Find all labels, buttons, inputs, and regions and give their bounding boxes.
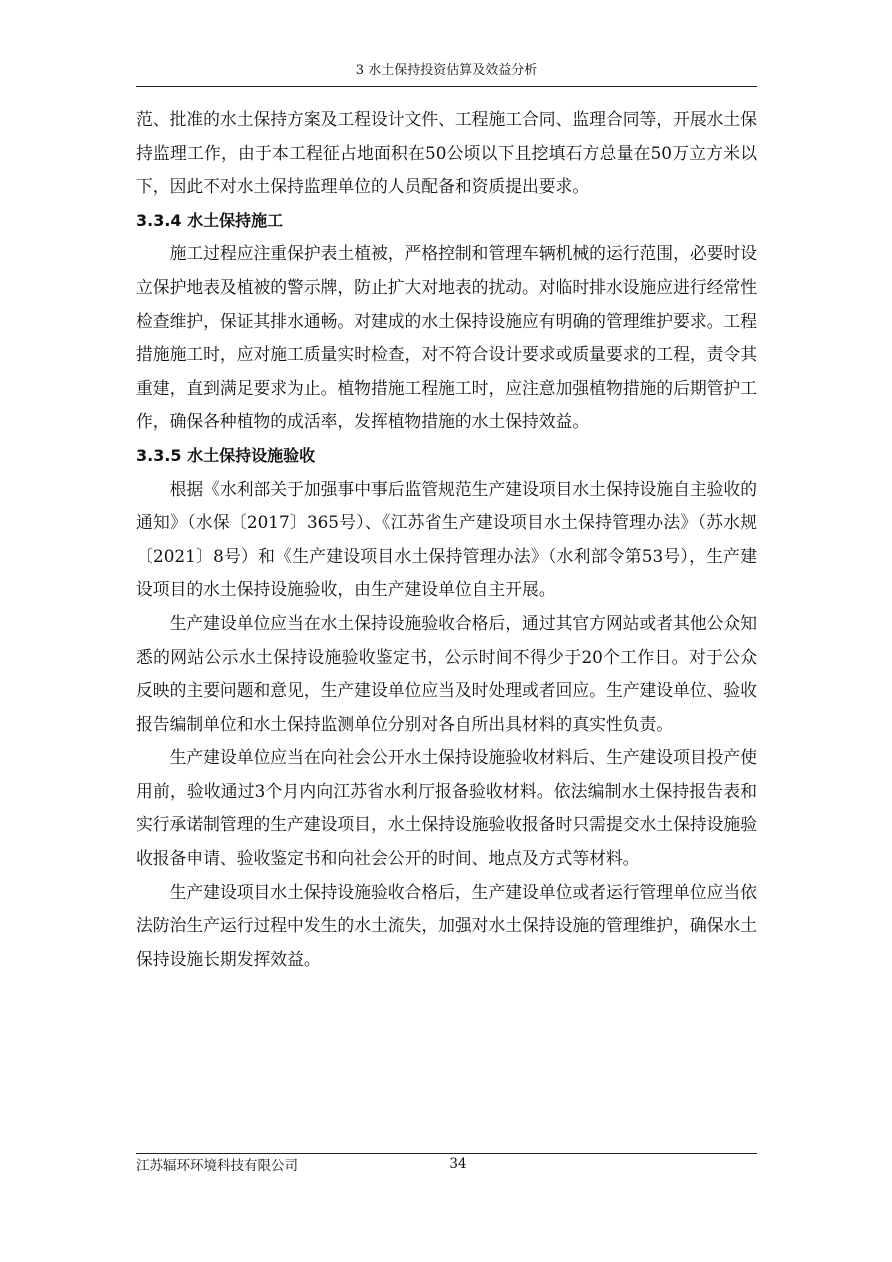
paragraph-filing: 生产建设单位应当在向社会公开水土保持设施验收材料后、生产建设项目投产使用前，验收通过3个月内向江苏省水利厅报备验收材料。依法编制水土保持报告表和实行承诺制管理的生产建设项目，水土保持设施验收报备时只需提交水土保持设施验收报备申请、验收鉴定书和向社会公开的时间、地点及方式等材料。 — [136, 747, 757, 869]
paragraph-construction: 施工过程应注重保护表土植被，严格控制和管理车辆机械的运行范围，必要时设立保护地表及植被的警示牌，防止扩大对地表的扰动。对临时排水设施应进行经常性检查维护，保证其排水通畅。对建成的水土保持设施应有明确的管理维护要求。工程措施施工时，应对施工质量实时检查，对不符合设计要求或质量要求的工程，责令其重建，直到满足要求为止。植物措施工程施工时，应注意加强植物措施的后期管护工作，确保各种植物的成活率，发挥植物措施的水土保持效益。 — [136, 243, 757, 432]
paragraph-public-notice: 生产建设单位应当在水土保持设施验收合格后，通过其官方网站或者其他公众知悉的网站公示水土保持设施验收鉴定书，公示时间不得少于20个工作日。对于公众反映的主要问题和意见，生产建设单位应当及时处理或者回应。生产建设单位、验收报告编制单位和水土保持监测单位分别对各自所出具材料的真实性负责。 — [136, 612, 757, 734]
paragraph-maintenance: 生产建设项目水土保持设施验收合格后，生产建设单位或者运行管理单位应当依法防治生产运行过程中发生的水土流失，加强对水土保持设施的管理维护，确保水土保持设施长期发挥效益。 — [136, 881, 757, 969]
paragraph-continued: 范、批准的水土保持方案及工程设计文件、工程施工合同、监理合同等，开展水土保持监理工作，由于本工程征占地面积在50公顷以下且挖填石方总量在50万立方米以下，因此不对水土保持监理单位的人员配备和资质提出要求。 — [136, 109, 757, 197]
page-number: 34 — [449, 1156, 467, 1172]
section-heading-3-3-5: 3.3.5 水土保持设施验收 — [136, 445, 316, 465]
running-header: 3 水土保持投资估算及效益分析 — [355, 63, 538, 78]
header-rule — [136, 86, 757, 87]
section-heading-3-3-4: 3.3.4 水土保持施工 — [136, 210, 284, 230]
page-body — [136, 103, 757, 976]
paragraph-acceptance-basis: 根据《水利部关于加强事中事后监管规范生产建设项目水土保持设施自主验收的通知》（水保〔2017〕365号）、《江苏省生产建设项目水土保持管理办法》（苏水规〔2021〕8号）和《生产建设项目水土保持管理办法》（水利部令第53号），生产建设项目的水土保持设施验收，由生产建设单位自主开展。 — [136, 478, 757, 600]
footer-rule — [136, 1153, 757, 1154]
footer-company: 江苏辐环环境科技有限公司 — [136, 1158, 298, 1174]
